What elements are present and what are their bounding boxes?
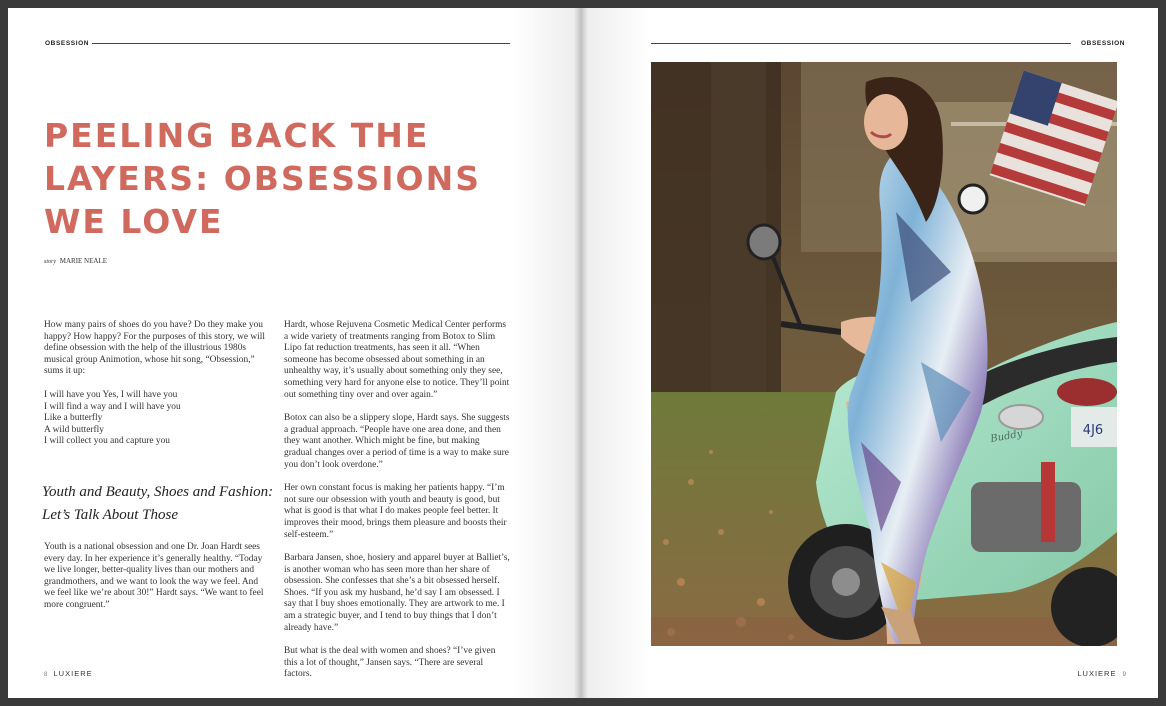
article-title: PEELING BACK THE LAYERS: OBSESSIONS WE LOVE	[44, 116, 481, 241]
byline-author: MARIE NEALE	[59, 257, 107, 265]
right-folio	[1077, 669, 1126, 678]
section-label: OBSESSION	[1081, 40, 1126, 47]
column-two	[284, 320, 510, 693]
feature-photo	[651, 62, 1117, 646]
column-one	[44, 320, 266, 448]
left-folio	[44, 669, 93, 678]
byline	[44, 257, 107, 265]
body-paragraph: Hardt, whose Rejuvena Cosmetic Medical Center performs a wide variety of treatments ranging from Botox to Slim Lipo fat reduction treatments, has seen it all. “When someone has become obsessed about something in an unhealthy way, it’s usually about something only they see, something very hard for anyone else to notice. They’ll point out something tiny over and over again.”	[284, 320, 510, 400]
right-page	[581, 8, 1158, 698]
brand-name: LUXIERE	[53, 669, 93, 678]
body-paragraph: Her own constant focus is making her patients happy. “I’m not sure our obsession with youth and beauty is good, but what is good is that what I do makes people feel better. It improves their mood, brings them pleasure and boosts their self-esteem.”	[284, 483, 507, 540]
subheading: Youth and Beauty, Shoes and Fashion: Let’s Talk About Those	[42, 484, 274, 523]
song-lyrics	[44, 390, 266, 448]
page-number: 9	[1122, 672, 1126, 678]
body-paragraph: Youth is a national obsession and one Dr. Joan Hardt sees every day. In her experience it’s generally healthy. “Today we live longer, better-quality lives than our mothers and grandmothers, and we want to look the way we feel. And we feel like we’re about 30!” Hardt says. “We want to feel more congruent.”	[44, 542, 264, 610]
scooter-script-text: Buddy	[989, 428, 1024, 445]
body-paragraph: Botox can also be a slippery slope, Hardt says. She suggests a gradual approach. “People have one area done, and then they want another. Which might be fine, but making gradual changes over a period of time is a way to make sure you don’t look overdone.”	[284, 413, 510, 470]
magazine-spread	[8, 8, 1158, 698]
left-page	[8, 8, 581, 698]
spread-gutter	[574, 8, 588, 698]
lyric-line: A wild butterfly	[44, 424, 104, 435]
body-paragraph: Barbara Jansen, shoe, hosiery and apparel buyer at Balliet’s, is another woman who has seen more than her share of obsession. She confesses that she’s a bit obsessed herself. Shoes. “If you ask my husband, he’d say I am obsessed. I say that I buy shoes emotionally. They are artwork to me. I am a strategic buyer, and I tend to buy things that I don’t already have.”	[284, 553, 510, 633]
lyric-line: I will find a way and I will have you	[44, 401, 181, 412]
lyric-line: Like a butterfly	[44, 413, 103, 424]
section-label: OBSESSION	[45, 40, 90, 47]
lyric-line: I will collect you and capture you	[44, 436, 170, 447]
column-one-lower	[44, 542, 266, 624]
license-plate-text: 4J6	[1082, 423, 1104, 438]
brand-name: LUXIERE	[1077, 669, 1117, 678]
body-paragraph: But what is the deal with women and shoes? “I’ve given this a lot of thought,” Jansen says. “There are several factors.	[284, 646, 496, 680]
header-rule	[92, 43, 510, 44]
byline-prefix: story	[44, 259, 56, 265]
lyric-line: I will have you Yes, I will have you	[44, 389, 178, 400]
intro-paragraph: How many pairs of shoes do you have? Do they make you happy? How happy? For the purposes of this story, we will define obsession with the help of the illustrious 1980s musical group Animotion, whose hit song, “Obsession,” sums it up:	[44, 320, 265, 377]
header-rule	[651, 43, 1071, 44]
page-number: 8	[44, 672, 48, 678]
